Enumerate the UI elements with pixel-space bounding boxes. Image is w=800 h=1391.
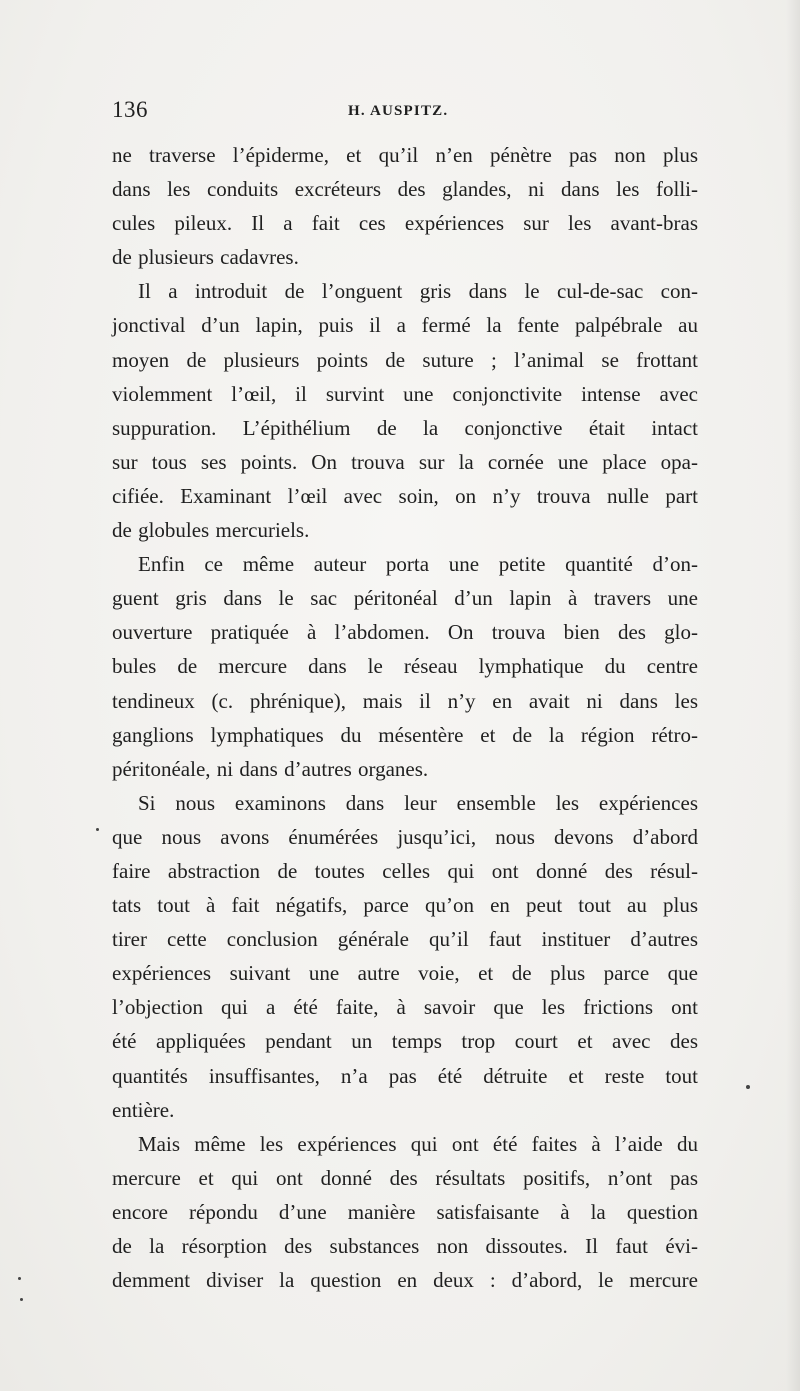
ink-speck <box>96 828 99 831</box>
text-line: moyen de plusieurs points de suture ; l’animal se frottant <box>112 347 698 372</box>
text-line: mercure et qui ont donné des résultats positifs, n’ont pas <box>112 1165 698 1190</box>
text-line: bules de mercure dans le réseau lymphatique du centre <box>112 654 698 679</box>
text-line: l’objection qui a été faite, à savoir que les frictions ont <box>112 995 698 1020</box>
body-text <box>112 138 698 1297</box>
text-line: tats tout à fait négatifs, parce qu’on en peut tout au plus <box>112 893 698 918</box>
text-line: faire abstraction de toutes celles qui ont donné des résul- <box>112 858 698 883</box>
ink-speck <box>18 1277 21 1280</box>
text-line: sur tous ses points. On trouva sur la cornée une place opa- <box>112 449 698 474</box>
text-line: demment diviser la question en deux : d’abord, le mercure <box>112 1268 698 1293</box>
ink-speck <box>20 1298 23 1301</box>
text-line: de la résorption des substances non dissoutes. Il faut évi- <box>112 1234 698 1258</box>
text-line: de globules mercuriels. <box>112 518 310 543</box>
text-line: cifiée. Examinant l’œil avec soin, on n’y trouva nulle part <box>112 483 698 508</box>
running-head: H. AUSPITZ. <box>348 103 449 119</box>
text-line: expériences suivant une autre voie, et de plus parce que <box>112 961 698 986</box>
page-header <box>112 97 700 127</box>
text-line: cules pileux. Il a fait ces expériences sur les avant-bras <box>112 211 698 236</box>
paragraph-first-line: Il a introduit de l’onguent gris dans le cul-de-sac con- <box>138 279 698 304</box>
text-line: que nous avons énumérées jusqu’ici, nous devons d’abord <box>112 824 698 849</box>
text-line: violemment l’œil, il survint une conjonctivite intense avec <box>112 381 698 406</box>
text-line: entière. <box>112 1097 175 1122</box>
text-line: de plusieurs cadavres. <box>112 245 299 270</box>
text-line: ne traverse l’épiderme, et qu’il n’en pénètre pas non plus <box>112 143 698 167</box>
text-line: encore répondu d’une manière satisfaisante à la question <box>112 1199 698 1224</box>
text-line: tirer cette conclusion générale qu’il faut instituer d’autres <box>112 927 698 952</box>
text-line: suppuration. L’épithélium de la conjonctive était intact <box>112 415 698 440</box>
text-line: jonctival d’un lapin, puis il a fermé la fente palpébrale au <box>112 313 698 338</box>
ink-speck <box>746 1085 750 1089</box>
paragraph-first-line: Si nous examinons dans leur ensemble les expériences <box>138 790 698 815</box>
paragraph-first-line: Mais même les expériences qui ont été faites à l’aide du <box>138 1131 698 1156</box>
page-number: 136 <box>112 97 148 122</box>
page-edge-shadow <box>786 0 800 1391</box>
paragraph-first-line: Enfin ce même auteur porta une petite quantité d’on- <box>138 552 698 577</box>
text-line: été appliquées pendant un temps trop court et avec des <box>112 1029 698 1054</box>
text-line: ouverture pratiquée à l’abdomen. On trouva bien des glo- <box>112 620 698 645</box>
text-line: dans les conduits excréteurs des glandes, ni dans les folli- <box>112 177 698 202</box>
text-line: guent gris dans le sac péritonéal d’un lapin à travers une <box>112 586 698 611</box>
text-line: quantités insuffisantes, n’a pas été détruite et reste tout <box>112 1063 698 1088</box>
text-line: péritonéale, ni dans d’autres organes. <box>112 756 429 781</box>
text-line: tendineux (c. phrénique), mais il n’y en avait ni dans les <box>112 688 698 713</box>
text-line: ganglions lymphatiques du mésentère et de la région rétro- <box>112 722 698 747</box>
